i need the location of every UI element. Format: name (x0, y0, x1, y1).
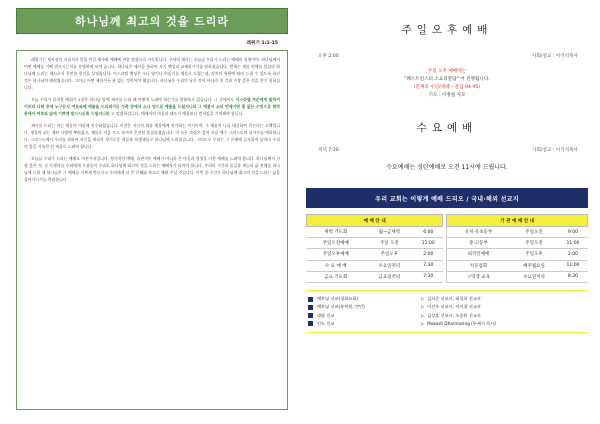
schedule-banner-text: 우리 교회는 이렇게 예배 드리오 / 국내·해외 선교지 (375, 195, 519, 203)
schedule-cell-r-day: 주일오전 (510, 238, 559, 249)
sermon-text: 레위기는 제사장의 지침서라 불릴 만큼 제사와 예배에 관한 말씀으로 가득합니다. 구약의 제사는 오늘날 우리가 드리는 예배의 원형이며, 하나님께서 어떤 예배를 기뻐 받으시는지를 분명하게 보여 줍니다. 하나님은 제사를 통하여 자기 백성과 교제하시기를 원하셨습니다. 번제는 제물 전체를 불살라 하나님께 드리는 제사로서 온전한 헌신을 상징합니다. 이스라엘 백성은 소나 양이나 비둘기를 제물로 드렸는데, 각자의 형편에 따라 드릴 수 있도록 하신 것은 하나님의 배려였습니다. 그러나 어떤 제물이든 흠 없는 것이어야 했습니다. 하나님은 우리의 남은 것이 아니라 첫 것과 가장 좋은 것을 받기 원하십니다. (24, 57, 280, 90)
schedule-row (307, 271, 588, 282)
schedule-cell-l-name: 금요 기도회 (307, 271, 365, 282)
square-bullet-icon (308, 305, 313, 310)
arrow-right-icon: ▷ (421, 304, 425, 310)
schedule-cell-l-day: 주일오후 (365, 249, 414, 260)
schedule-cell-l-time: 2:00 (414, 249, 443, 260)
worship-schedule-table (306, 214, 588, 283)
wednesday-service-title: 수요예배 (416, 122, 478, 134)
sermon-highlight-text: 이스라엘 자손에게 말하여 이르라 너희 중에 누구든지 여호와께 예물을 드리려거든 가축 중에서 소나 양으로 예물을 드릴지니라 그 예물이 소의 번제이면 흠 없는 수컷으로 회막 문에서 여호와 앞에 기쁘게 받으시도록 드릴지니라 (24, 97, 280, 116)
schedule-row (307, 238, 588, 249)
schedule-cell-l-day: 주일 오전 (365, 238, 414, 249)
schedule-cell-r-time: 8:30 (558, 271, 587, 282)
arrow-right-icon: ▷ (421, 312, 425, 318)
schedule-header-left: 예 배 안 내 (307, 215, 443, 227)
schedule-cell-l-name: 수 요 예 배 (307, 260, 365, 271)
sermon-column (16, 8, 288, 412)
evening-service-preacher: 사회/설교 : 이기석목사 (532, 54, 578, 59)
evening-service-notice (306, 68, 588, 100)
schedule-cell-r-name: 치유집회 (447, 260, 510, 271)
schedule-cell-r-time: 11:00 (558, 238, 587, 249)
schedule-cell-r-time: 11:00 (558, 260, 587, 271)
schedule-cell-r-name: 외국인예배 (447, 249, 510, 260)
schedule-cell-l-day: 금요일저녁 (365, 271, 414, 282)
wednesday-service-preacher: 사회/설교 : 이기석목사 (532, 148, 578, 153)
schedule-cell-l-day: 월~금새벽 (365, 227, 414, 238)
square-bullet-icon (308, 321, 313, 326)
prayer-members (421, 320, 496, 328)
wednesday-service-time: 저녁 7:30 (318, 148, 339, 153)
evening-service-title: 주일오후예배 (401, 24, 493, 36)
sermon-title: 하나님께 최고의 것을 드리라 (75, 15, 229, 28)
sermon-body (16, 50, 288, 410)
schedule-cell-l-time: 6:00 (414, 227, 443, 238)
schedule-cell-r-name: 중·고등부 (447, 238, 510, 249)
square-bullet-icon (308, 297, 313, 302)
prayer-category-label: 네팔 선교 (317, 312, 335, 318)
prayer-members (421, 312, 481, 320)
sermon-text: 오늘날 우리가 드리는 예배도 마찬가지입니다. 형식적인 예배, 습관적인 예배가 아니라 온 마음과 정성을 다한 예배를 드려야 합니다. 하나님께서 가장 좋은 것, 곧 독생자를 우리에게 주셨듯이 우리도 하나님께 최고의 것을 드리는 예배자가 되어야 합니다. 우리의 시간과 물질과 재능과 삶 전체를 하나님께 드릴 때 하나님은 그 예배를 기쁘게 받으시고 우리에게 더 큰 은혜와 복으로 채워 주실 것입니다. 이번 한 주간도 하나님께 최고의 것을 드리는 삶을 살아가시기를 축원합니다. (24, 156, 280, 182)
sermon-text: 오늘 우리가 살펴볼 레위기 1장은 하나님 앞에 제사를 드릴 때 어떻게 드려야 하는가를 말씀하고 있습니다. 그 중에서도 (31, 97, 236, 102)
schedule-cell-l-time: 11:00 (414, 238, 443, 249)
schedule-cell-l-time: 7:30 (414, 260, 443, 271)
schedule-cell-r-day: 주일오전 (510, 227, 559, 238)
sermon-paragraph (24, 56, 280, 91)
arrow-right-icon: ▷ (421, 295, 425, 301)
arrow-right-icon: ▷ (421, 320, 425, 326)
wednesday-service-meta (306, 147, 588, 153)
evening-service-time: 오후 2:00 (318, 54, 339, 59)
schedule-cell-l-name: 새벽 기도회 (307, 227, 365, 238)
schedule-cell-r-day: 수요일저녁 (510, 271, 559, 282)
schedule-cell-r-day: 주일오후 (510, 249, 559, 260)
sermon-text: 제사를 드리는 자는 제물의 머리에 안수하였습니다. 이것은 자신의 죄를 제물에게 전가하는 의식이며, 그 제물이 나를 대신하여 죽는다는 고백입니다. 제물의 피는 제단 사방에 뿌려졌고, 제물은 각을 뜨고 씻겨서 온전히 불살라졌습니다. 이 모든 과정은 장차 오실 예수 그리스도의 십자가를 예표합니다. 그리스도께서 우리를 위하여 자신을 버리사 향기로운 제물과 희생제물로 하나님께 드리셨습니다. 그러므로 우리는 그 은혜에 감사하며 날마다 우리의 몸을 거룩한 산 제물로 드려야 합니다. (24, 123, 280, 149)
sermon-scripture: 레위기 1:1-15 (246, 41, 278, 46)
prayer-members-label: 이선우 선교사, 이미경 선교사 (427, 304, 481, 310)
prayer-members (421, 303, 481, 311)
schedule-row (307, 249, 588, 260)
evening-notice-prayer: 기도 : 이정필 사모 (428, 93, 466, 98)
prayer-category-label: 베트남 선교(유치원, 빈민) (317, 304, 365, 310)
evening-notice-topic: (문제의 수단/세례 – 문답 94-95) (413, 85, 481, 90)
prayer-members (421, 295, 481, 303)
evening-notice-lead: 주일 오후 예배에는 (427, 69, 467, 74)
prayer-list-item (306, 295, 588, 303)
schedule-cell-r-name: 유치·유초등부 (447, 227, 510, 238)
schedule-header-right: 가 관 예 배 안 내 (447, 215, 588, 227)
mission-prayer-list (306, 290, 588, 333)
prayer-list-item (306, 312, 588, 320)
prayer-category-label: 인도 선교 (317, 320, 335, 326)
services-column (306, 8, 588, 416)
evening-service-meta (306, 53, 588, 59)
prayer-category (306, 303, 421, 311)
schedule-cell-l-name: 주일오전예배 (307, 238, 365, 249)
sermon-paragraph (24, 155, 280, 183)
prayer-category (306, 320, 421, 328)
schedule-row (307, 227, 588, 238)
schedule-cell-r-time: 2:00 (558, 249, 587, 260)
prayer-list-item (306, 303, 588, 311)
prayer-members-label: 김희준 선교사, 최경희 선교사 (427, 295, 481, 301)
prayer-category (306, 295, 421, 303)
schedule-cell-r-name: 구역장 교육 (447, 271, 510, 282)
prayer-list-item (306, 320, 588, 328)
sermon-title-banner (16, 8, 288, 34)
prayer-members-label: Mukesh Dharmasing (무케시 목사) (427, 320, 496, 326)
schedule-cell-l-day: 수요일저녁 (365, 260, 414, 271)
wednesday-service-notice: 수요예배는 성탄예배로 오전 11시에 드립니다. (386, 164, 508, 171)
prayer-category-label: 베트남 선교(평화교회) (317, 295, 359, 301)
sermon-paragraph (24, 96, 280, 117)
sermon-paragraph (24, 122, 280, 150)
schedule-cell-l-time: 7:30 (414, 271, 443, 282)
schedule-cell-r-day: 매주월요일 (510, 260, 559, 271)
schedule-banner (306, 188, 588, 208)
prayer-category (306, 312, 421, 320)
schedule-cell-r-time: 9:00 (558, 227, 587, 238)
square-bullet-icon (308, 313, 313, 318)
evening-notice-quote: "페스트런스터 소요리문답" 이 진행됩니다. (404, 77, 490, 82)
schedule-cell-l-name: 주일오후예배 (307, 249, 365, 260)
schedule-row (307, 260, 588, 271)
prayer-members-label: 김상훈 선교사, 오종환 선교사 (427, 312, 481, 318)
sermon-text: 고 말씀하십니다. 예배자의 마음과 태도가 예물보다 먼저임을 기억해야 합니다. (109, 111, 244, 116)
